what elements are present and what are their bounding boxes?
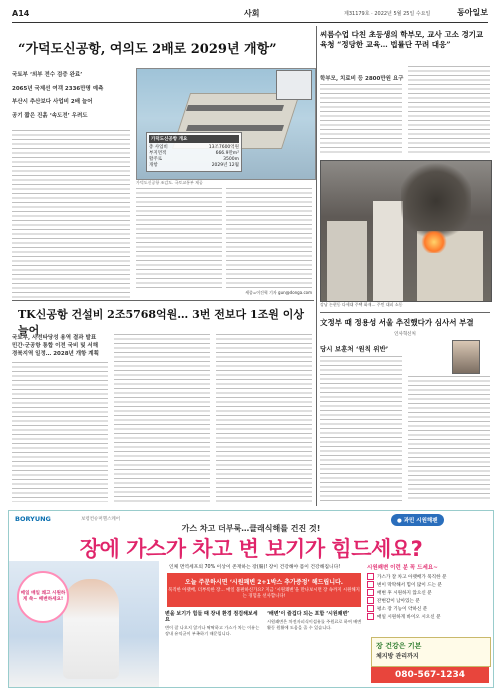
right-headline-2: 文정부 때 정용성 서울 추진했다가 심사서 부결	[320, 318, 474, 327]
article-body-column	[114, 334, 210, 502]
column-divider	[316, 26, 317, 506]
runway	[186, 105, 284, 111]
checkbox-icon	[367, 589, 374, 596]
ad-text-column: 변을 보기가 힘들 때 장내 환경 점검해보세요 변이 잘 나오지 않거나 딱딱하고 가스가 차는 이유는 장내 유익균이 부족하기 때문입니다.	[165, 611, 260, 636]
article-body-column	[320, 84, 402, 156]
article-body-column	[226, 188, 312, 288]
checklist-item: 변이 딱딱해서 힘이 많이 드는 분	[367, 581, 489, 589]
table-row: 활주로 3500m	[149, 157, 239, 162]
mid-headline: TK신공항 건설비 2조5768억원… 3번 전보다 1조원 이상 늘어	[18, 308, 304, 337]
ad-product-tag: ● 과민 시원해팬	[391, 514, 444, 526]
section-divider	[320, 312, 490, 313]
checkbox-icon	[367, 581, 374, 588]
ad-promo-box	[167, 573, 361, 607]
page-number: A14	[12, 9, 30, 18]
checkbox-icon	[367, 573, 374, 580]
product-name: 장 건강은 기본	[376, 642, 422, 650]
article-body-column	[408, 66, 490, 156]
checkbox-icon	[367, 605, 374, 612]
right-sub-2: 인사혁신처	[394, 332, 416, 337]
newspaper-brand: 동아일보	[457, 7, 488, 17]
article-body-column	[216, 334, 312, 502]
article-body-column	[408, 376, 490, 502]
flame	[421, 231, 447, 253]
right-subhead: 학부모, 치료비 등 2800만원 요구	[320, 76, 404, 82]
location-map	[276, 70, 312, 100]
ad-product-box	[371, 637, 491, 667]
runway	[186, 125, 284, 131]
issue-info: 제31179호 · 2022년 5월 25일 수요일	[344, 11, 431, 17]
figure-caption: 가덕도신공항 조감도. 국토교통부 제공	[136, 180, 203, 185]
checkbox-icon	[367, 613, 374, 620]
building	[373, 201, 403, 301]
promo-body: 묵직한 아랫배, 더부룩한 장… 매일 불편하신가요? 지금 ‘시원쾌변’을 만나보시면 장 속까지 시원해지는 경험을 선사합니다!	[168, 588, 360, 599]
table-row: 부지면적 666.9만m²	[149, 151, 239, 156]
table-row: 총 사업비 13조7600억원	[149, 145, 239, 150]
fire-photo	[320, 160, 492, 302]
article-body-column	[12, 362, 108, 502]
ad-text-column: ‘배변’이 즐겁다 되는 포함 ‘시원쾌변’ 시원쾌변은 차전자피식이섬유를 주원료로 하여 배변활동 원활에 도움을 줄 수 있습니다.	[267, 611, 362, 630]
checklist-item: 매일 시원하게 바이오 시오신 분	[367, 613, 489, 621]
checklist-item: 평소 장 기능이 약하신 분	[367, 605, 489, 613]
right-headline: 씨름수업 다친 초등생의 학부모, 교사 고소 경기교육청 “정당한 교육… 법률단 꾸려 대응”	[320, 30, 484, 49]
subhead: 국토부 ‘외부 전수 검증 완료’	[12, 72, 83, 78]
building	[327, 221, 367, 301]
section-divider	[12, 300, 314, 301]
ad-brand-sub: 보령컨슈머헬스케어	[81, 517, 121, 522]
table-row: 개항 2029년 12월	[149, 163, 239, 168]
main-headline: “가덕도신공항, 여의도 2배로 2029년 개항”	[18, 42, 277, 57]
airport-info-table	[146, 132, 242, 172]
article-body-column	[136, 188, 222, 288]
ad-top-line: 가스 차고 더부룩…클래식해를 건진 것!	[181, 524, 321, 533]
ad-stat: 인체 면역세포의 70% 이상이 존재하는 장(腸)! 장이 건강해야 몸이 건강해집니다!	[169, 565, 341, 570]
article-body-column	[12, 130, 130, 300]
ad-phone-number: 080-567-1234	[371, 667, 489, 683]
smoke	[401, 161, 471, 241]
table-title: 가덕도신공항 개요	[149, 135, 239, 143]
ad-brand: BORYUNG	[15, 515, 51, 523]
right-subhead-2: 당시 보훈처 ‘원칙 위반’	[320, 345, 389, 353]
checklist-item: 배변 후 시원하지 않으신 분	[367, 589, 489, 597]
photo-caption: 강남 논현동 다세대 주택 화재… 주민 대피 소동	[320, 302, 403, 307]
checklist-title: 시원쾌변 이런 분 꼭 드세요~	[367, 565, 438, 571]
advertisement	[8, 510, 494, 688]
subhead: 부산시 추산보다 사업비 2배 늘어	[12, 99, 93, 105]
subhead: 공기 짧은 진흙 ‘속도전’ 우려도	[12, 112, 88, 119]
article-body-column	[320, 356, 402, 502]
byline: 세종=이건혁 기자 gun@donga.com	[245, 290, 312, 295]
masthead	[12, 4, 488, 23]
section-name: 사회	[244, 9, 260, 18]
ad-bubble: 매일 매일 쾌고 시원하게 쑥~ 배변하세요!	[17, 571, 69, 623]
portrait-photo	[452, 340, 480, 374]
ad-model	[63, 579, 119, 679]
checklist-item: 잔변감이 남아있는 분	[367, 597, 489, 605]
product-sub: 체지방 관리까지	[376, 653, 419, 660]
mid-subheads: 국토부, 사전타당성 용역 결과 발표 민간·군공항 통합 이전 국비 및 서해 경북지역 일정… 2028년 개항 계획	[12, 335, 99, 357]
main-subheads	[12, 72, 132, 126]
ad-checklist	[367, 563, 489, 621]
promo-title: 오늘 주문하시면 ‘시원쾌변 2+1박스 추가증정’ 해드립니다.	[184, 579, 344, 586]
checklist-item: 가스가 잘 차고 아랫배가 묵직한 분	[367, 573, 489, 581]
ad-headline: 장에 가스가 차고 변 보기가 힘드세요?	[79, 537, 423, 561]
checkbox-icon	[367, 597, 374, 604]
subhead: 2065년 국제선 여객 2336만명 예측	[12, 85, 104, 92]
